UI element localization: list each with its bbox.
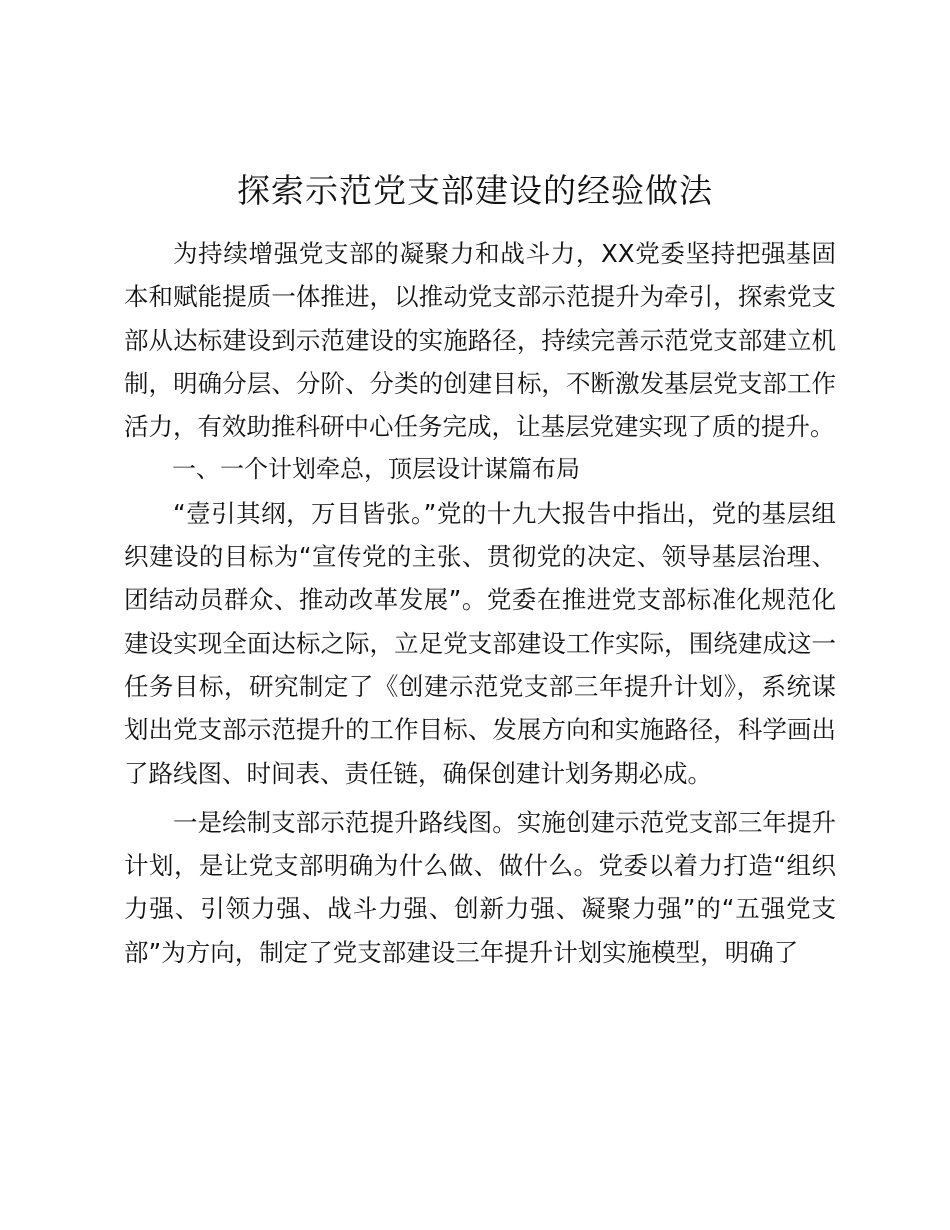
point-1-paragraph: 一是绘制支部示范提升路线图。实施创建示范党支部三年提升计划，是让党支部明确为什么做、做什么。党委以着力打造“组织力强、引领力强、战斗力强、创新力强、凝聚力强”的“五强党支部”为方向，制定了党支部建设三年提升计划实施模型，明确了 (124, 807, 836, 967)
intro-paragraph: 为持续增强党支部的凝聚力和战斗力，XX党委坚持把强基固本和赋能提质一体推进，以推动党支部示范提升为牵引，探索党支部从达标建设到示范建设的实施路径，持续完善示范党支部建立机制，明确分层、分阶、分类的创建目标，不断激发基层党支部工作活力，有效助推科研中心任务完成，让基层党建实现了质的提升。 (124, 239, 836, 442)
document-title: 探索示范党支部建设的经验做法 (237, 171, 713, 210)
section-1-paragraph: “壹引其纲，万目皆张。”党的十九大报告中指出，党的基层组织建设的目标为“宣传党的主张、贯彻党的决定、领导基层治理、团结动员群众、推动改革发展”。党委在推进党支部标准化规范化建设实现全面达标之际，立足党支部建设工作实际，围绕建成这一任务目标，研究制定了《创建示范党支部三年提升计划》，系统谋划出党支部示范提升的工作目标、发展方向和实施路径，科学画出了路线图、时间表、责任链，确保创建计划务期必成。 (124, 498, 836, 788)
document-body (124, 232, 836, 974)
section-heading-1: 一、一个计划牵总，顶层设计谋篇布局 (172, 455, 580, 484)
